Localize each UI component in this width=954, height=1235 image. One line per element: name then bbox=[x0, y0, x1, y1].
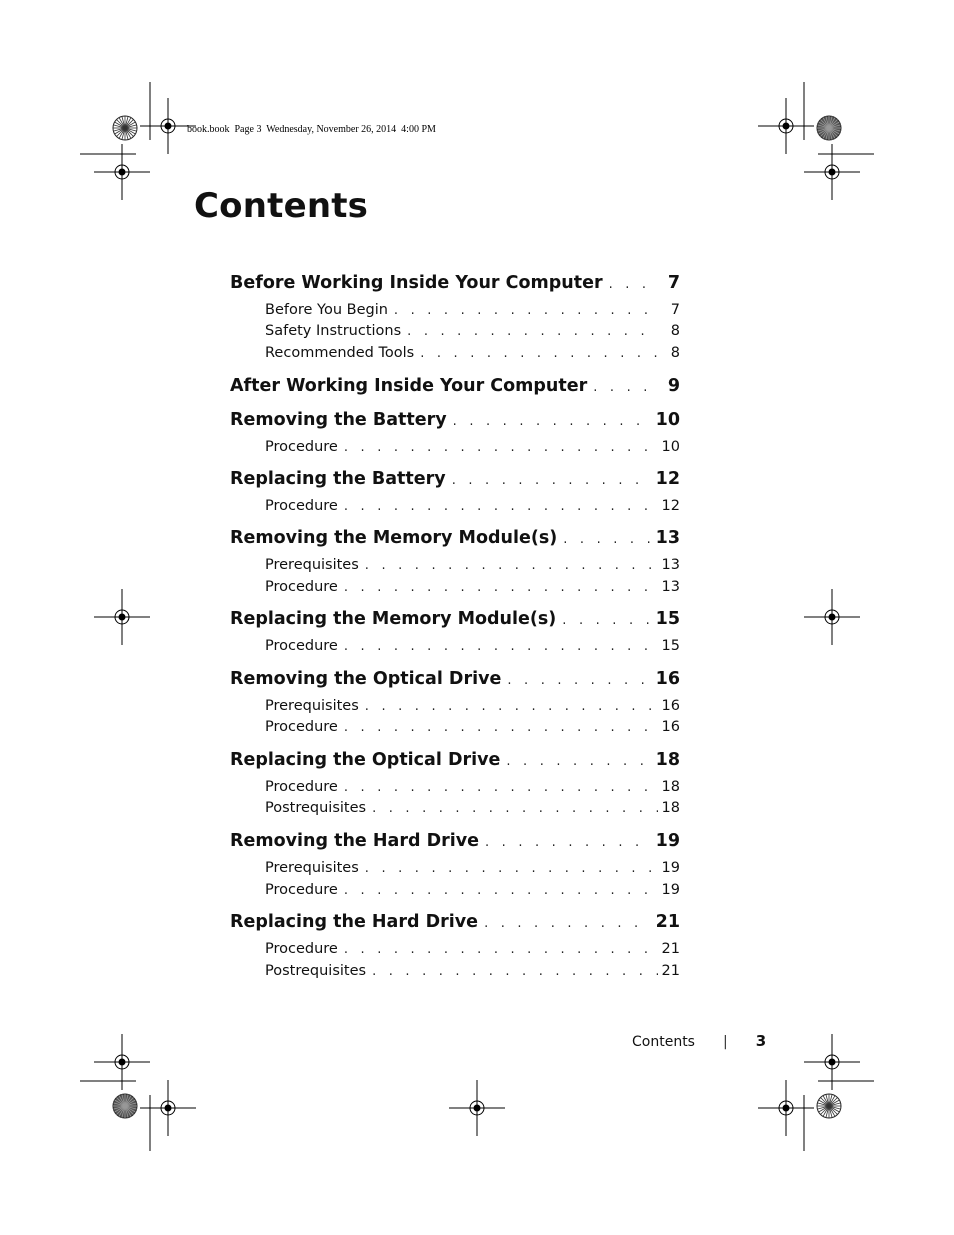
dot-leader bbox=[365, 699, 658, 714]
registration-crosshair-icon bbox=[804, 589, 860, 645]
toc-entry-title: Replacing the Optical Drive bbox=[230, 750, 501, 770]
toc-entry-page-number: 21 bbox=[655, 912, 680, 932]
toc-entry-page-number: 12 bbox=[661, 498, 680, 514]
star-target-icon bbox=[817, 116, 841, 140]
dot-leader bbox=[394, 303, 658, 318]
toc-entry-page-number: 13 bbox=[661, 579, 680, 595]
toc-chapter-entry[interactable] bbox=[230, 750, 680, 770]
dot-leader bbox=[344, 942, 658, 957]
toc-section-entry[interactable] bbox=[265, 800, 680, 816]
registration-crosshair-icon bbox=[449, 1080, 505, 1136]
dot-leader bbox=[344, 883, 658, 898]
toc-entry-title: Procedure bbox=[265, 882, 338, 898]
toc-entry-page-number: 8 bbox=[670, 323, 680, 339]
toc-entry-page-number: 13 bbox=[661, 557, 680, 573]
toc-entry-title: Procedure bbox=[265, 719, 338, 735]
toc-entry-page-number: 15 bbox=[655, 609, 680, 629]
toc-entry-page-number: 16 bbox=[661, 719, 680, 735]
toc-entry-title: Postrequisites bbox=[265, 963, 367, 979]
toc-entry-page-number: 19 bbox=[661, 882, 680, 898]
page-title: Contents bbox=[194, 186, 369, 226]
dot-leader bbox=[344, 780, 658, 795]
toc-chapter-entry[interactable] bbox=[230, 469, 680, 489]
star-target-icon bbox=[817, 1094, 841, 1118]
toc-entry-page-number: 16 bbox=[661, 698, 680, 714]
toc-entry-page-number: 21 bbox=[661, 941, 680, 957]
star-target-icon bbox=[113, 1094, 137, 1118]
toc-section-entry[interactable] bbox=[265, 498, 680, 514]
dot-leader bbox=[407, 324, 658, 339]
toc-section-entry[interactable] bbox=[265, 882, 680, 898]
dot-leader bbox=[372, 801, 657, 816]
toc-entry-title: Procedure bbox=[265, 941, 338, 957]
toc-entry-page-number: 7 bbox=[667, 273, 680, 293]
toc-entry-title: Procedure bbox=[265, 498, 338, 514]
page-footer bbox=[632, 1032, 766, 1050]
page-number: 3 bbox=[755, 1032, 767, 1050]
toc-entry-page-number: 10 bbox=[655, 410, 680, 430]
toc-entry-title: Safety Instructions bbox=[265, 323, 402, 339]
toc-chapter-entry[interactable] bbox=[230, 273, 680, 293]
toc-entry-title: Replacing the Memory Module(s) bbox=[230, 609, 557, 629]
toc-entry-page-number: 10 bbox=[661, 439, 680, 455]
dot-leader bbox=[344, 440, 658, 455]
dot-leader bbox=[562, 613, 651, 628]
toc-entry-page-number: 18 bbox=[661, 779, 680, 795]
toc-entry-title: Before You Begin bbox=[265, 302, 388, 318]
toc-entry-title: Replacing the Battery bbox=[230, 469, 446, 489]
footer-label: Contents bbox=[632, 1034, 695, 1050]
toc-entry-title: Recommended Tools bbox=[265, 345, 415, 361]
toc-section-entry[interactable] bbox=[265, 345, 680, 361]
toc-entry-title: After Working Inside Your Computer bbox=[230, 376, 588, 396]
toc-chapter-entry[interactable] bbox=[230, 831, 680, 851]
toc-entry-title: Prerequisites bbox=[265, 860, 359, 876]
dot-leader bbox=[453, 414, 652, 429]
toc-entry-page-number: 12 bbox=[655, 469, 680, 489]
toc-section-entry[interactable] bbox=[265, 779, 680, 795]
toc-section-entry[interactable] bbox=[265, 579, 680, 595]
toc-chapter-entry[interactable] bbox=[230, 528, 680, 548]
registration-crosshair-icon bbox=[140, 1080, 196, 1136]
registration-crosshair-icon bbox=[94, 1034, 150, 1090]
dot-leader bbox=[344, 580, 658, 595]
toc-chapter-entry[interactable] bbox=[230, 609, 680, 629]
registration-crosshair-icon bbox=[758, 98, 814, 154]
dot-leader bbox=[507, 673, 651, 688]
toc-entry-title: Before Working Inside Your Computer bbox=[230, 273, 603, 293]
dot-leader bbox=[344, 499, 658, 514]
toc-entry-page-number: 18 bbox=[661, 800, 680, 816]
toc-entry-title: Procedure bbox=[265, 579, 338, 595]
toc-section-entry[interactable] bbox=[265, 963, 680, 979]
toc-entry-page-number: 9 bbox=[667, 376, 680, 396]
dot-leader bbox=[420, 346, 658, 361]
dot-leader bbox=[484, 916, 652, 931]
toc-entry-page-number: 15 bbox=[661, 638, 680, 654]
toc-section-entry[interactable] bbox=[265, 860, 680, 876]
toc-entry-title: Replacing the Hard Drive bbox=[230, 912, 479, 932]
footer-separator: | bbox=[722, 1034, 728, 1050]
toc-entry-title: Prerequisites bbox=[265, 557, 359, 573]
toc-entry-title: Postrequisites bbox=[265, 800, 367, 816]
toc-section-entry[interactable] bbox=[265, 439, 680, 455]
toc-entry-page-number: 19 bbox=[661, 860, 680, 876]
dot-leader bbox=[593, 380, 658, 395]
print-header: book.book Page 3 Wednesday, November 26, 2014 4:00 PM bbox=[187, 124, 436, 135]
toc-entry-page-number: 19 bbox=[655, 831, 680, 851]
toc-entry-page-number: 18 bbox=[655, 750, 680, 770]
toc-entry-title: Removing the Hard Drive bbox=[230, 831, 480, 851]
toc-entry-title: Procedure bbox=[265, 439, 338, 455]
toc-entry-title: Removing the Memory Module(s) bbox=[230, 528, 558, 548]
dot-leader bbox=[344, 720, 658, 735]
registration-crosshair-icon bbox=[804, 1034, 860, 1090]
registration-crosshair-icon bbox=[94, 144, 150, 200]
toc-section-entry[interactable] bbox=[265, 323, 680, 339]
star-target-icon bbox=[113, 116, 137, 140]
toc-section-entry[interactable] bbox=[265, 638, 680, 654]
toc-section-entry[interactable] bbox=[265, 557, 680, 573]
dot-leader bbox=[344, 639, 658, 654]
toc-entry-title: Prerequisites bbox=[265, 698, 359, 714]
toc-entry-page-number: 21 bbox=[661, 963, 680, 979]
dot-leader bbox=[372, 964, 657, 979]
toc-chapter-entry[interactable] bbox=[230, 912, 680, 932]
toc-chapter-entry[interactable] bbox=[230, 410, 680, 430]
dot-leader bbox=[609, 277, 658, 292]
toc-chapter-entry[interactable] bbox=[230, 669, 680, 689]
toc-entry-title: Procedure bbox=[265, 638, 338, 654]
toc-entry-page-number: 16 bbox=[655, 669, 680, 689]
dot-leader bbox=[452, 473, 652, 488]
toc-entry-title: Removing the Optical Drive bbox=[230, 669, 502, 689]
toc-section-entry[interactable] bbox=[265, 302, 680, 318]
toc-chapter-entry[interactable] bbox=[230, 376, 680, 396]
toc-section-entry[interactable] bbox=[265, 698, 680, 714]
toc-section-entry[interactable] bbox=[265, 941, 680, 957]
toc-section-entry[interactable] bbox=[265, 719, 680, 735]
dot-leader bbox=[485, 835, 652, 850]
dot-leader bbox=[506, 754, 651, 769]
toc-entry-page-number: 13 bbox=[655, 528, 680, 548]
toc-entry-title: Procedure bbox=[265, 779, 338, 795]
dot-leader bbox=[365, 861, 658, 876]
registration-crosshair-icon bbox=[758, 1080, 814, 1136]
registration-crosshair-icon bbox=[804, 144, 860, 200]
registration-crosshair-icon bbox=[94, 589, 150, 645]
toc-entry-title: Removing the Battery bbox=[230, 410, 447, 430]
toc-entry-page-number: 7 bbox=[670, 302, 680, 318]
toc-entry-page-number: 8 bbox=[670, 345, 680, 361]
dot-leader bbox=[365, 558, 658, 573]
dot-leader bbox=[563, 532, 651, 547]
